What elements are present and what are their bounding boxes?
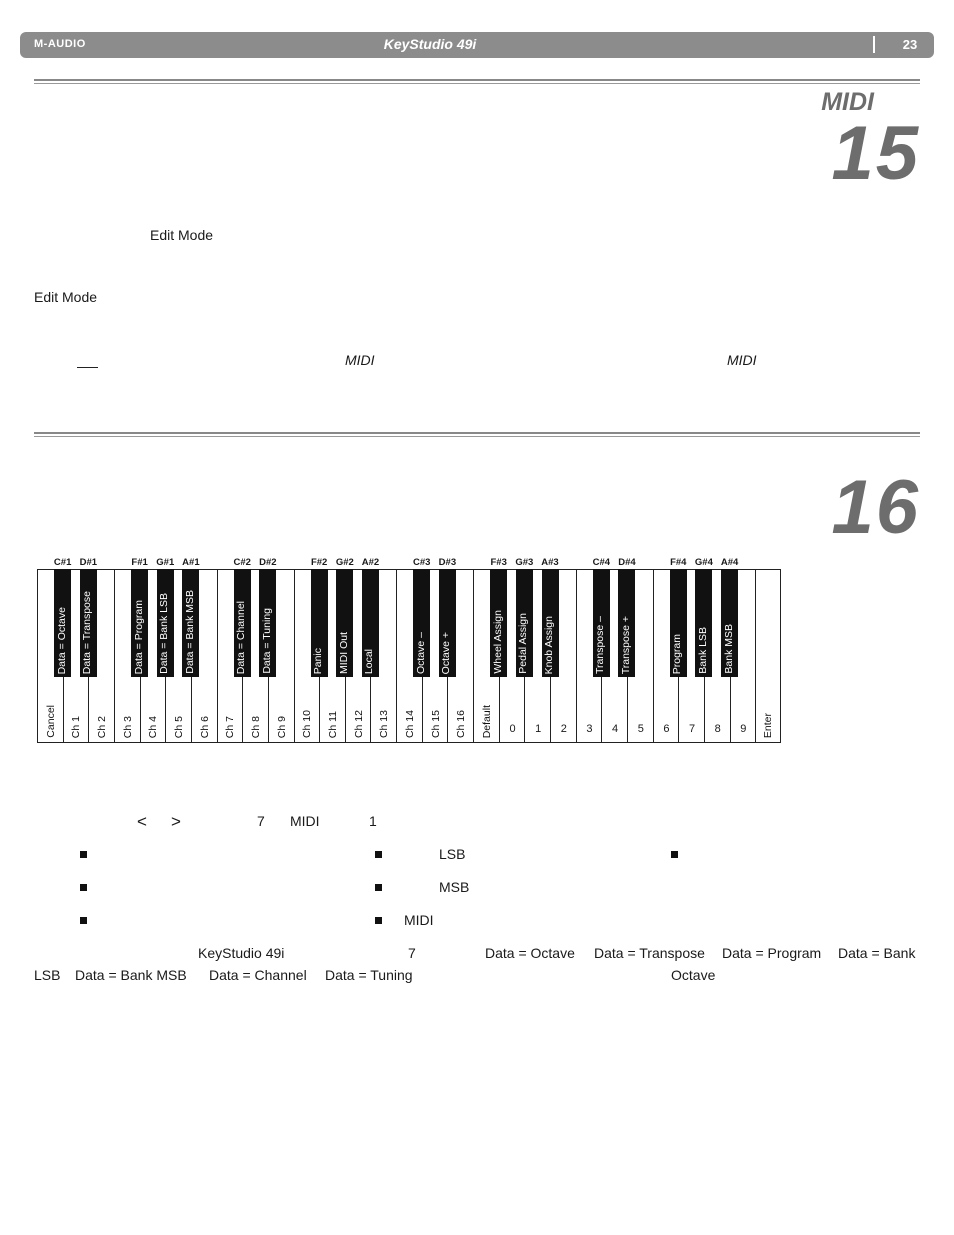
black-key-label: Panic bbox=[312, 647, 325, 674]
black-key bbox=[670, 569, 687, 677]
bullet-text-midi: MIDI bbox=[404, 912, 434, 928]
black-key-note: C#3 bbox=[413, 557, 431, 568]
header-divider bbox=[873, 36, 875, 53]
bullet-text-msb: MSB bbox=[439, 879, 470, 895]
black-key-note: G#4 bbox=[694, 557, 713, 568]
white-key-label: Ch 7 bbox=[224, 715, 237, 738]
text-edit-mode-2: Edit Mode bbox=[34, 289, 98, 305]
black-key-label: Octave – bbox=[414, 631, 427, 674]
black-key-label: Data = Tuning bbox=[260, 608, 273, 674]
white-key-label: 8 bbox=[714, 723, 721, 735]
black-key bbox=[131, 569, 148, 677]
black-key-note: G#1 bbox=[156, 557, 175, 568]
black-key-note: A#4 bbox=[720, 557, 739, 568]
text-data-bank: Data = Bank bbox=[838, 945, 916, 961]
text-greater-than: > bbox=[171, 812, 181, 831]
bullet-text-lsb: LSB bbox=[439, 846, 466, 862]
black-key bbox=[80, 569, 97, 677]
white-key-label: Ch 9 bbox=[275, 715, 288, 738]
text-data-octave: Data = Octave bbox=[485, 945, 575, 961]
black-key-note: C#1 bbox=[53, 557, 72, 568]
black-key-label: Knob Assign bbox=[543, 615, 555, 674]
black-key bbox=[54, 569, 71, 677]
white-key-label: Ch 2 bbox=[96, 715, 109, 738]
black-key-note: G#2 bbox=[335, 557, 354, 568]
bullet-square bbox=[671, 851, 678, 858]
white-key bbox=[755, 569, 781, 743]
black-key-note: A#3 bbox=[541, 557, 559, 568]
white-key-label: Ch 16 bbox=[455, 709, 468, 738]
black-key-note: F#2 bbox=[310, 557, 328, 568]
black-key-label: Octave + bbox=[440, 631, 453, 674]
section-rule-top-thin bbox=[34, 83, 920, 84]
text-seven-2: 7 bbox=[408, 945, 416, 961]
black-key-label: Data = Program bbox=[132, 599, 145, 674]
white-key-label: Ch 8 bbox=[250, 715, 262, 738]
section-15-word: MIDI bbox=[821, 88, 874, 116]
white-key-label: Ch 13 bbox=[378, 709, 391, 738]
page-header bbox=[20, 32, 934, 58]
black-key bbox=[234, 569, 251, 677]
bullet-square bbox=[375, 917, 382, 924]
black-key-label: Local bbox=[363, 648, 376, 674]
text-data-channel: Data = Channel bbox=[209, 967, 307, 983]
black-key-label: Program bbox=[671, 633, 684, 674]
bullet-square bbox=[375, 884, 382, 891]
bullet-square bbox=[80, 884, 87, 891]
black-key-note: D#2 bbox=[259, 557, 277, 568]
black-key bbox=[618, 569, 635, 677]
white-key-label: 4 bbox=[612, 723, 619, 735]
black-key-label: Data = Bank LSB bbox=[158, 593, 171, 674]
black-key bbox=[336, 569, 353, 677]
black-key bbox=[413, 569, 430, 677]
white-key-label: Cancel bbox=[44, 705, 57, 738]
black-key-note: A#2 bbox=[361, 557, 380, 568]
underline-mark bbox=[77, 367, 98, 368]
black-key bbox=[259, 569, 276, 677]
white-key-label: 2 bbox=[560, 723, 567, 735]
text-data-transpose: Data = Transpose bbox=[594, 945, 705, 961]
text-product-name: KeyStudio 49i bbox=[198, 945, 285, 961]
white-key-label: 9 bbox=[740, 723, 747, 735]
black-key bbox=[439, 569, 456, 677]
black-key bbox=[542, 569, 559, 677]
white-key-label: 7 bbox=[689, 723, 696, 735]
white-key-label: Default bbox=[480, 704, 493, 738]
keyboard-diagram bbox=[37, 569, 781, 745]
black-key-label: Transpose + bbox=[619, 615, 632, 674]
text-data-program: Data = Program bbox=[722, 945, 822, 961]
text-midi-2: MIDI bbox=[727, 352, 757, 368]
black-key-note: D#1 bbox=[79, 557, 98, 568]
text-octave: Octave bbox=[671, 967, 716, 983]
black-key-note: D#3 bbox=[438, 557, 457, 568]
white-key-label: Ch 11 bbox=[326, 710, 339, 738]
bullet-square bbox=[80, 917, 87, 924]
white-key-label: Ch 10 bbox=[301, 709, 314, 738]
black-key-note: D#4 bbox=[618, 557, 636, 568]
page-number: 23 bbox=[902, 37, 918, 52]
black-key bbox=[182, 569, 199, 677]
black-key-label: Data = Channel bbox=[235, 600, 248, 674]
text-one: 1 bbox=[369, 813, 377, 829]
white-key-label: 3 bbox=[586, 723, 593, 735]
black-key-note: C#4 bbox=[592, 557, 611, 568]
black-key-note: F#4 bbox=[670, 557, 687, 568]
white-key-label: Ch 1 bbox=[70, 715, 83, 738]
white-key-label: Enter bbox=[762, 712, 774, 738]
black-key bbox=[157, 569, 174, 677]
text-lsb: LSB bbox=[34, 967, 61, 983]
black-key bbox=[695, 569, 712, 677]
text-data-bank-msb: Data = Bank MSB bbox=[75, 967, 187, 983]
black-key bbox=[593, 569, 610, 677]
black-key bbox=[490, 569, 507, 677]
text-less-than: < bbox=[137, 812, 147, 831]
black-key-label: Transpose – bbox=[594, 616, 607, 674]
black-key-label: Data = Octave bbox=[55, 606, 68, 674]
black-key-label: Data = Transpose bbox=[81, 590, 94, 674]
black-key bbox=[311, 569, 328, 677]
white-key-label: 5 bbox=[637, 723, 644, 735]
white-key-label: 1 bbox=[535, 723, 542, 735]
text-midi-3: MIDI bbox=[290, 813, 320, 829]
white-key-label: Ch 5 bbox=[173, 715, 186, 738]
brand-logo: M-AUDIO bbox=[34, 38, 86, 50]
white-key-label: Ch 15 bbox=[429, 709, 442, 738]
bullet-square bbox=[80, 851, 87, 858]
black-key bbox=[362, 569, 379, 677]
white-key-label: Ch 4 bbox=[147, 715, 160, 738]
white-key-label: Ch 3 bbox=[121, 715, 134, 738]
black-key-label: MIDI Out bbox=[337, 631, 350, 674]
bullet-square bbox=[375, 851, 382, 858]
black-key-note: F#1 bbox=[131, 557, 148, 568]
black-key-note: A#1 bbox=[182, 557, 200, 568]
white-key-label: 0 bbox=[509, 723, 516, 735]
text-edit-mode-1: Edit Mode bbox=[150, 227, 214, 243]
black-key bbox=[516, 569, 533, 677]
black-key-label: Bank MSB bbox=[722, 624, 735, 674]
section-15-number: 15 bbox=[831, 111, 920, 196]
black-key-label: Pedal Assign bbox=[517, 613, 530, 674]
black-key-label: Data = Bank MSB bbox=[183, 590, 196, 674]
white-key-label: 6 bbox=[663, 723, 670, 735]
text-data-tuning: Data = Tuning bbox=[325, 967, 413, 983]
black-key-note: G#3 bbox=[515, 557, 534, 568]
black-key-note: C#2 bbox=[233, 557, 251, 568]
text-midi-1: MIDI bbox=[345, 352, 375, 368]
text-seven: 7 bbox=[257, 813, 265, 829]
black-key-label: Bank LSB bbox=[696, 627, 709, 674]
section-rule-mid bbox=[34, 432, 920, 434]
black-key-note: F#3 bbox=[490, 557, 507, 568]
section-16-number: 16 bbox=[831, 465, 920, 550]
section-rule-mid-thin bbox=[34, 436, 920, 437]
white-key-label: Ch 12 bbox=[352, 709, 365, 738]
section-rule-top bbox=[34, 79, 920, 81]
black-key-label: Wheel Assign bbox=[491, 610, 504, 674]
white-key-label: Ch 6 bbox=[198, 715, 211, 738]
black-key bbox=[721, 569, 738, 677]
white-key-label: Ch 14 bbox=[403, 709, 416, 738]
document-title: KeyStudio 49i bbox=[383, 36, 477, 52]
